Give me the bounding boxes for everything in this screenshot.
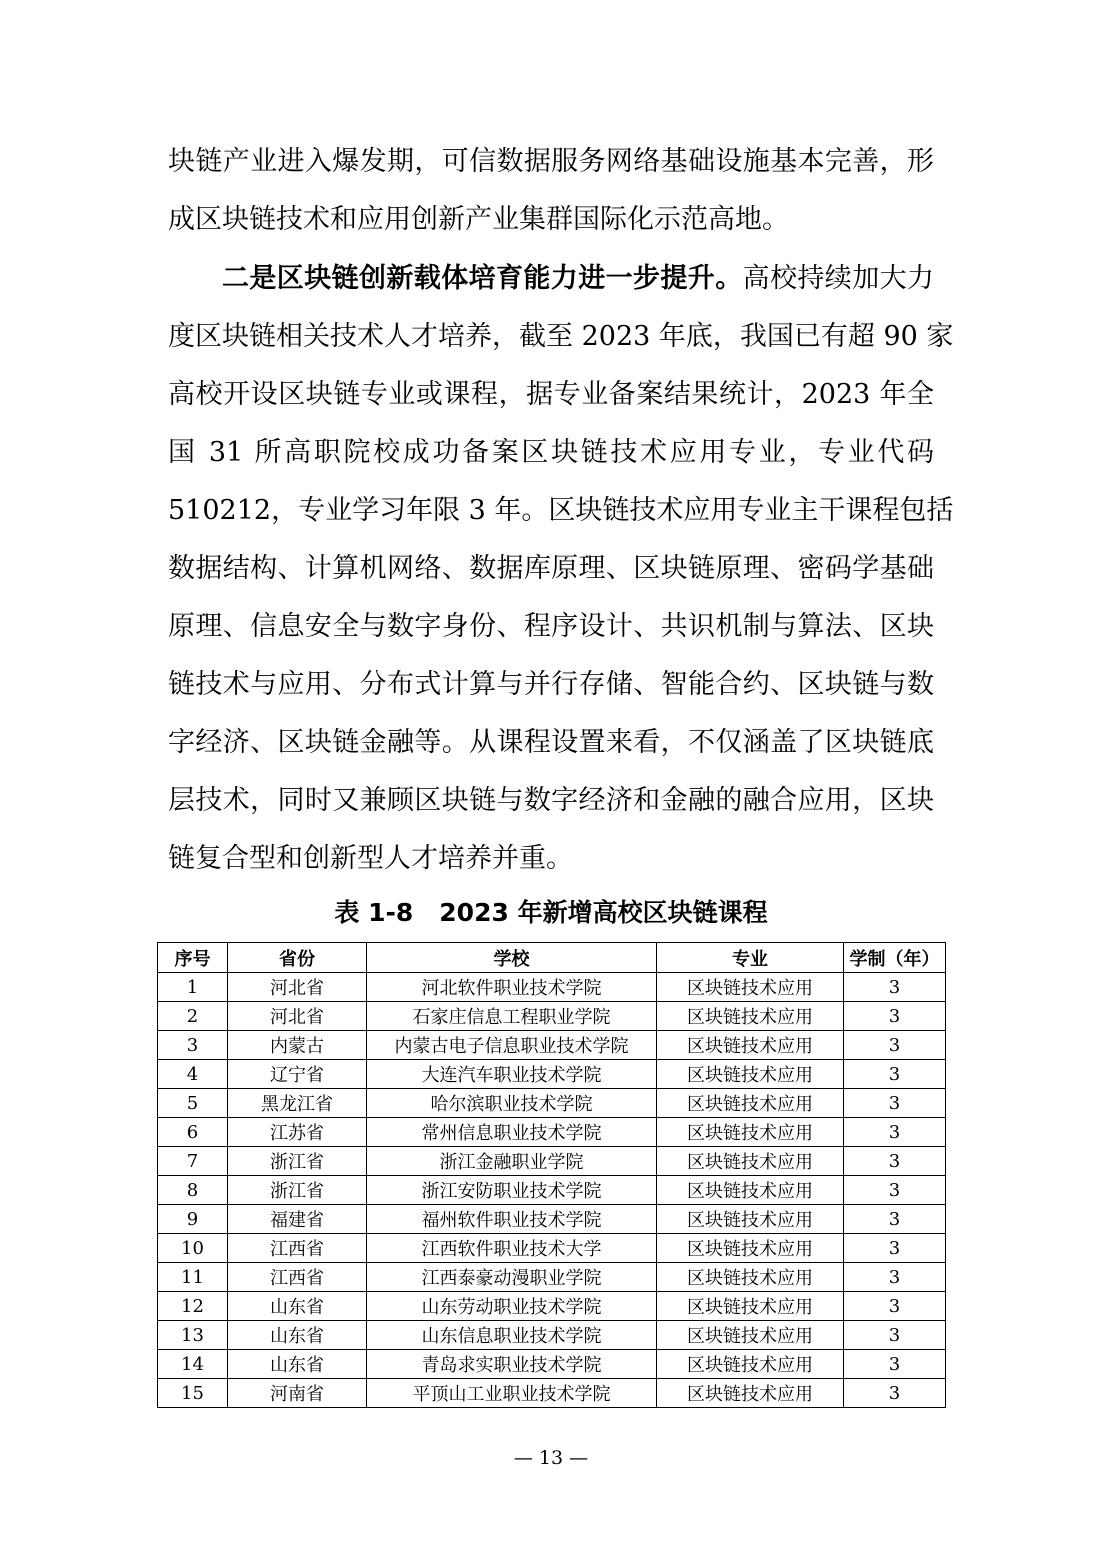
cell-province: 浙江省 [228, 1176, 367, 1205]
cell-duration: 3 [844, 1089, 946, 1118]
paragraph-2-line: 链复合型和创新型人才培养并重。 [168, 843, 573, 874]
cell-major: 区块链技术应用 [657, 1031, 844, 1060]
table-row [158, 1350, 946, 1379]
cell-school: 江西软件职业技术大学 [367, 1234, 657, 1263]
paragraph-2-line: 度区块链相关技术人才培养，截至 2023 年底，我国已有超 90 家 [168, 321, 954, 352]
cell-duration: 3 [844, 973, 946, 1002]
cell-province: 浙江省 [228, 1147, 367, 1176]
paragraph-2-line: 原理、信息安全与数字身份、程序设计、共识机制与算法、区块 [168, 611, 934, 642]
table-row [158, 1234, 946, 1263]
cell-school: 山东信息职业技术学院 [367, 1321, 657, 1350]
cell-school: 内蒙古电子信息职业技术学院 [367, 1031, 657, 1060]
cell-major: 区块链技术应用 [657, 1060, 844, 1089]
cell-index: 14 [158, 1350, 228, 1379]
cell-duration: 3 [844, 1031, 946, 1060]
cell-duration: 3 [844, 1002, 946, 1031]
paragraph-2-line: 数据结构、计算机网络、数据库原理、区块链原理、密码学基础 [168, 553, 934, 584]
cell-province: 内蒙古 [228, 1031, 367, 1060]
table-row [158, 1263, 946, 1292]
table-row [158, 1147, 946, 1176]
paragraph-1-line: 块链产业进入爆发期，可信数据服务网络基础设施基本完善，形 [168, 146, 934, 177]
cell-province: 福建省 [228, 1205, 367, 1234]
header-index: 序号 [158, 943, 228, 973]
cell-province: 黑龙江省 [228, 1089, 367, 1118]
cell-index: 2 [158, 1002, 228, 1031]
cell-major: 区块链技术应用 [657, 1205, 844, 1234]
cell-major: 区块链技术应用 [657, 1234, 844, 1263]
table-row [158, 1379, 946, 1408]
cell-duration: 3 [844, 1205, 946, 1234]
cell-school: 青岛求实职业技术学院 [367, 1350, 657, 1379]
cell-province: 山东省 [228, 1292, 367, 1321]
paragraph-2-lead-bold: 二是区块链创新载体培育能力进一步提升。 [222, 263, 743, 294]
cell-school: 江西泰豪动漫职业学院 [367, 1263, 657, 1292]
table-row [158, 1002, 946, 1031]
paragraph-2-line: 国 31 所高职院校成功备案区块链技术应用专业，专业代码 [168, 437, 934, 468]
paragraph-2-line: 510212，专业学习年限 3 年。区块链技术应用专业主干课程包括 [168, 495, 954, 526]
cell-duration: 3 [844, 1147, 946, 1176]
cell-index: 15 [158, 1379, 228, 1408]
paragraph-2-lead-line [168, 250, 934, 308]
cell-province: 河北省 [228, 973, 367, 1002]
header-province: 省份 [228, 943, 367, 973]
cell-major: 区块链技术应用 [657, 1118, 844, 1147]
cell-index: 3 [158, 1031, 228, 1060]
table-header-row [158, 943, 946, 973]
courses-table [157, 942, 946, 1408]
cell-province: 山东省 [228, 1321, 367, 1350]
cell-duration: 3 [844, 1292, 946, 1321]
cell-index: 12 [158, 1292, 228, 1321]
cell-index: 6 [158, 1118, 228, 1147]
paragraph-2-line: 高校开设区块链专业或课程，据专业备案结果统计，2023 年全 [168, 379, 934, 410]
cell-school: 福州软件职业技术学院 [367, 1205, 657, 1234]
table-row [158, 1292, 946, 1321]
cell-province: 江西省 [228, 1234, 367, 1263]
table-row [158, 1176, 946, 1205]
cell-index: 11 [158, 1263, 228, 1292]
paragraph-1-line: 成区块链技术和应用创新产业集群国际化示范高地。 [168, 204, 789, 235]
table-row [158, 1118, 946, 1147]
page-number: — 13 — [513, 1447, 589, 1469]
cell-school: 哈尔滨职业技术学院 [367, 1089, 657, 1118]
cell-school: 平顶山工业职业技术学院 [367, 1379, 657, 1408]
cell-province: 山东省 [228, 1350, 367, 1379]
table-caption-number: 表 1-8 [334, 898, 414, 927]
cell-duration: 3 [844, 1234, 946, 1263]
cell-index: 4 [158, 1060, 228, 1089]
paragraph-2-line: 层技术，同时又兼顾区块链与数字经济和金融的融合应用，区块 [168, 785, 934, 816]
cell-province: 江西省 [228, 1263, 367, 1292]
cell-duration: 3 [844, 1263, 946, 1292]
cell-index: 1 [158, 973, 228, 1002]
table-row [158, 1321, 946, 1350]
cell-duration: 3 [844, 1176, 946, 1205]
table-row [158, 1205, 946, 1234]
cell-major: 区块链技术应用 [657, 973, 844, 1002]
paragraph-2-lead-rest: 高校持续加大力 [742, 263, 935, 294]
table-row [158, 1031, 946, 1060]
paragraph-2-line: 链技术与应用、分布式计算与并行存储、智能合约、区块链与数 [168, 669, 934, 700]
header-duration: 学制（年） [844, 943, 946, 973]
cell-province: 河南省 [228, 1379, 367, 1408]
cell-major: 区块链技术应用 [657, 1089, 844, 1118]
cell-major: 区块链技术应用 [657, 1321, 844, 1350]
paragraph-1 [168, 133, 934, 249]
cell-index: 9 [158, 1205, 228, 1234]
cell-major: 区块链技术应用 [657, 1263, 844, 1292]
cell-major: 区块链技术应用 [657, 1350, 844, 1379]
cell-duration: 3 [844, 1060, 946, 1089]
cell-duration: 3 [844, 1379, 946, 1408]
cell-major: 区块链技术应用 [657, 1176, 844, 1205]
table-caption [0, 895, 1102, 931]
cell-major: 区块链技术应用 [657, 1002, 844, 1031]
cell-duration: 3 [844, 1118, 946, 1147]
cell-major: 区块链技术应用 [657, 1379, 844, 1408]
table-row [158, 973, 946, 1002]
cell-index: 13 [158, 1321, 228, 1350]
table-caption-title: 2023 年新增高校区块链课程 [439, 898, 768, 927]
cell-province: 辽宁省 [228, 1060, 367, 1089]
cell-duration: 3 [844, 1321, 946, 1350]
cell-index: 7 [158, 1147, 228, 1176]
cell-school: 山东劳动职业技术学院 [367, 1292, 657, 1321]
cell-major: 区块链技术应用 [657, 1147, 844, 1176]
cell-index: 10 [158, 1234, 228, 1263]
header-major: 专业 [657, 943, 844, 973]
cell-school: 浙江安防职业技术学院 [367, 1176, 657, 1205]
header-school: 学校 [367, 943, 657, 973]
cell-school: 大连汽车职业技术学院 [367, 1060, 657, 1089]
cell-province: 河北省 [228, 1002, 367, 1031]
cell-school: 石家庄信息工程职业学院 [367, 1002, 657, 1031]
paragraph-2 [168, 250, 954, 888]
cell-province: 江苏省 [228, 1118, 367, 1147]
cell-school: 浙江金融职业学院 [367, 1147, 657, 1176]
cell-index: 8 [158, 1176, 228, 1205]
cell-major: 区块链技术应用 [657, 1292, 844, 1321]
table-row [158, 1089, 946, 1118]
paragraph-2-line: 字经济、区块链金融等。从课程设置来看，不仅涵盖了区块链底 [168, 727, 934, 758]
cell-duration: 3 [844, 1350, 946, 1379]
cell-index: 5 [158, 1089, 228, 1118]
cell-school: 常州信息职业技术学院 [367, 1118, 657, 1147]
cell-school: 河北软件职业技术学院 [367, 973, 657, 1002]
table-row [158, 1060, 946, 1089]
